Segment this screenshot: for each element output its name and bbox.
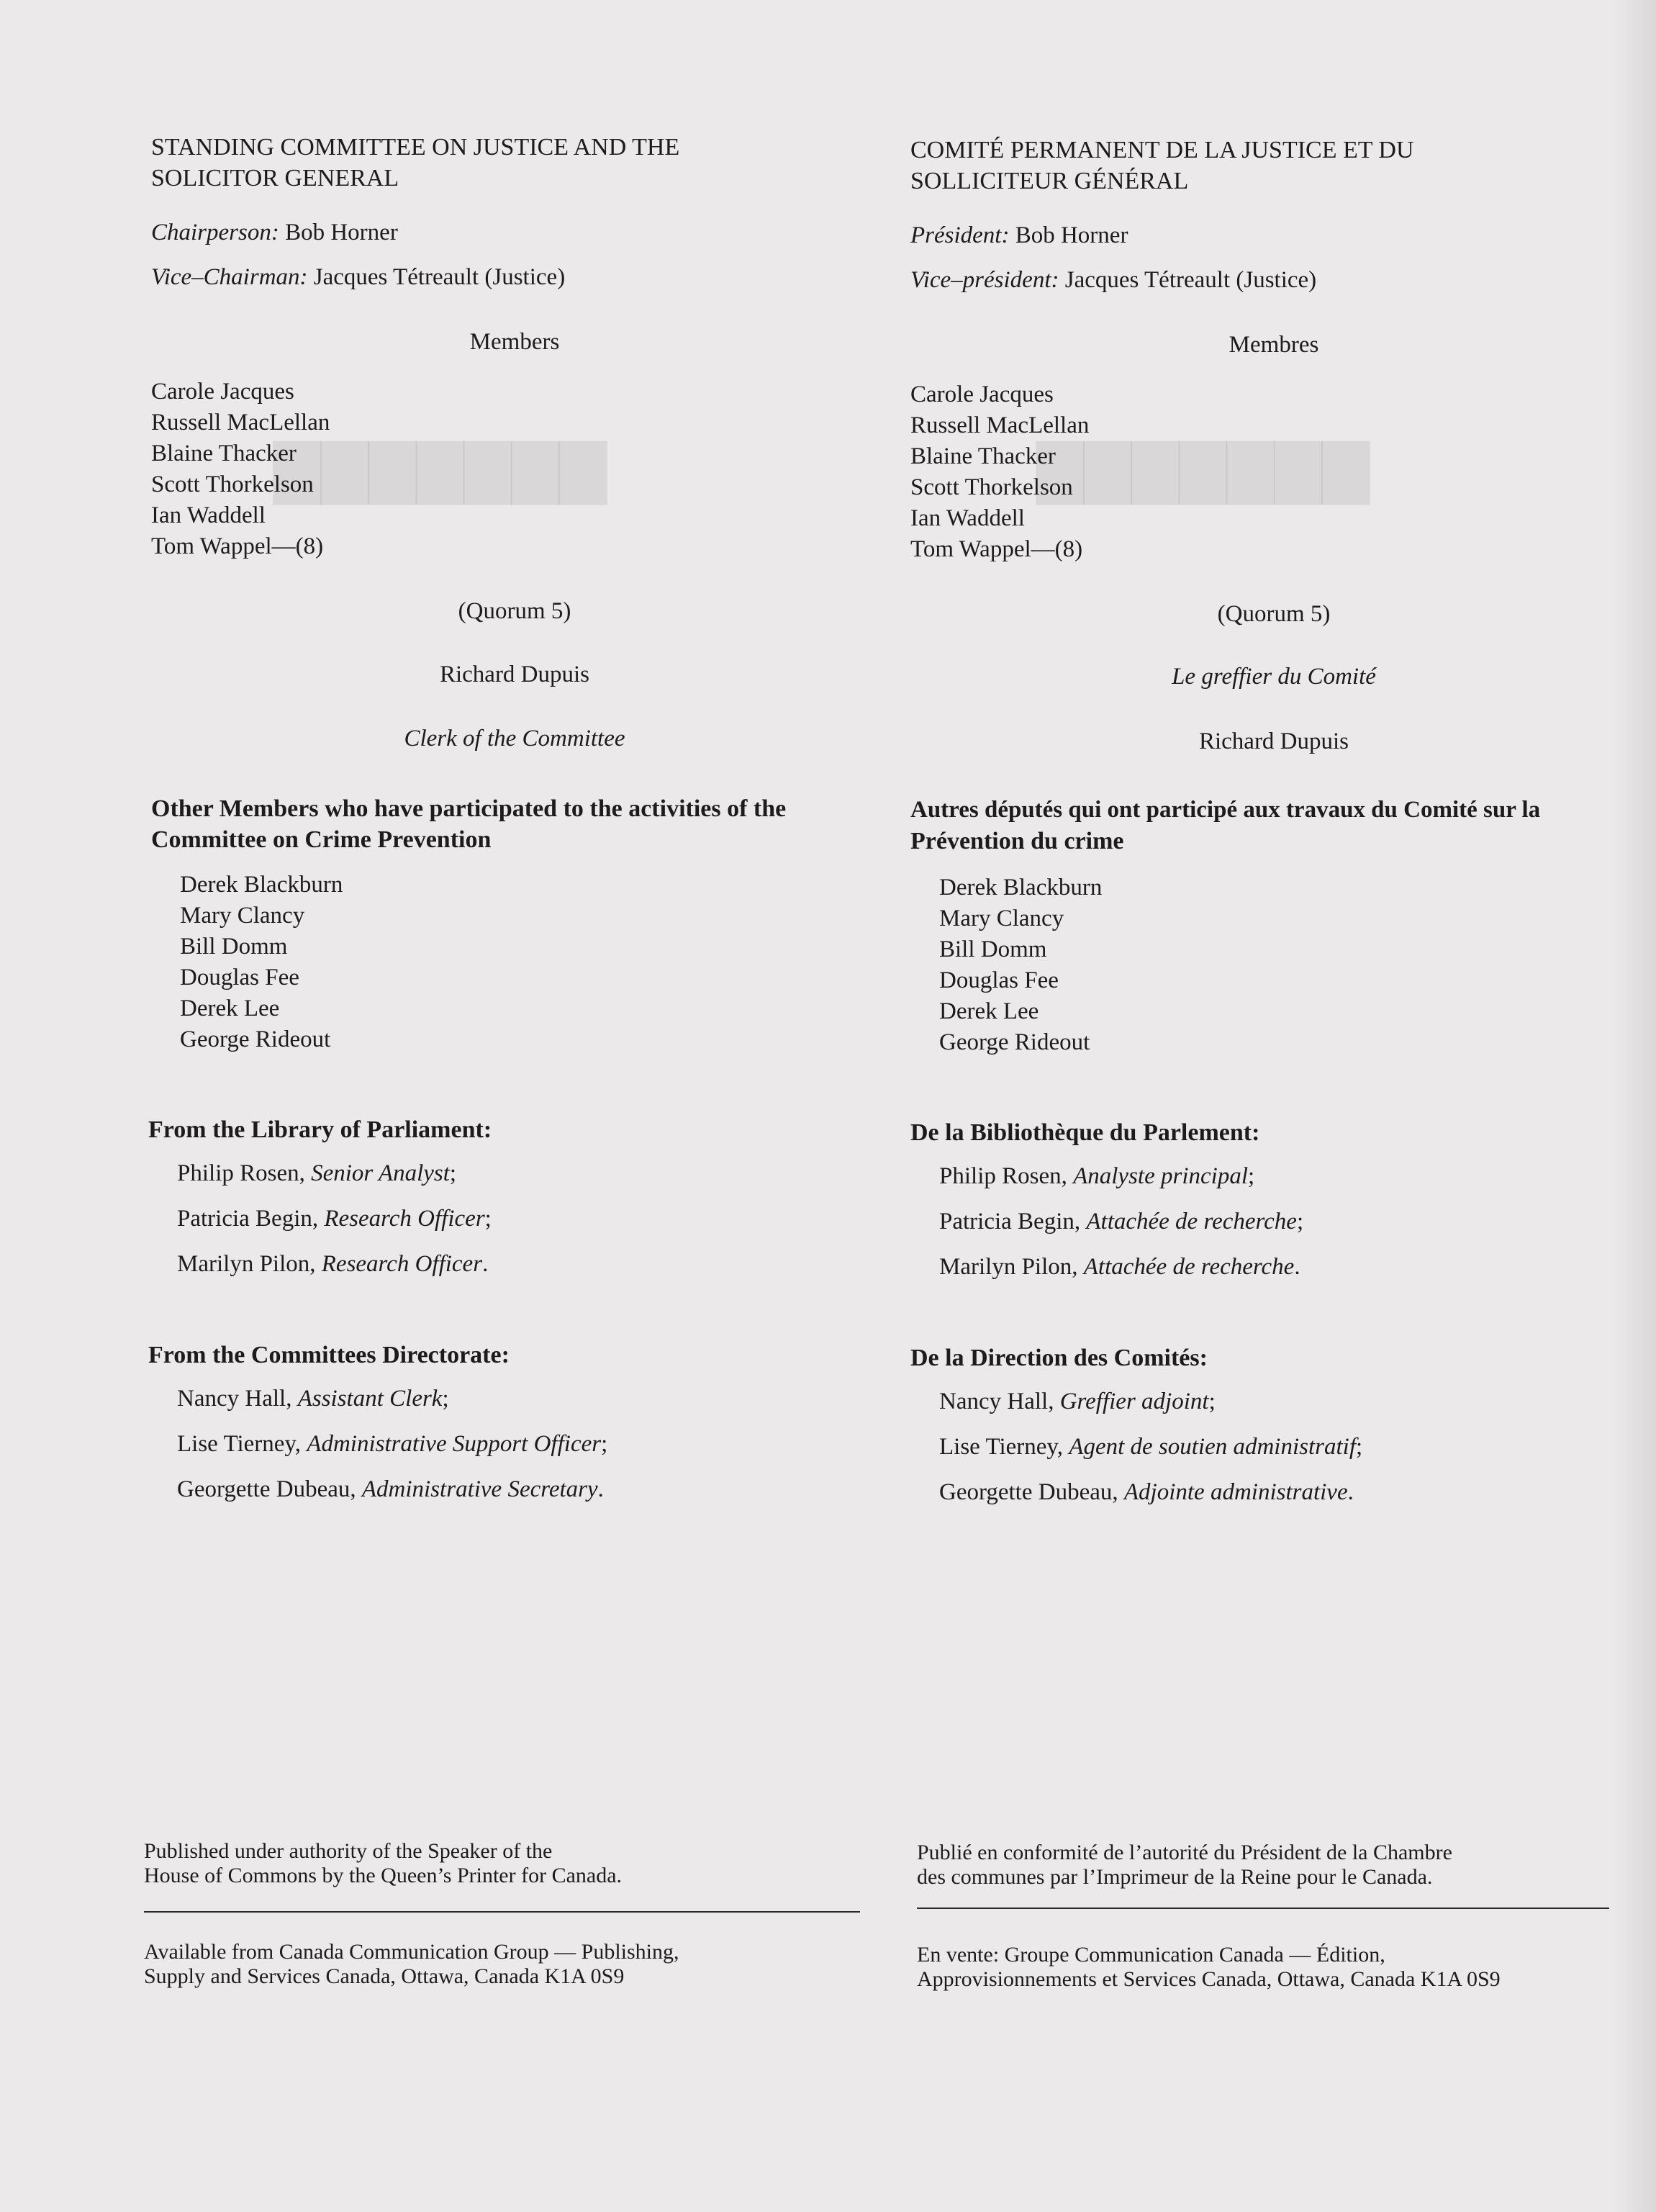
vice-chair-label: Vice–Chairman:	[151, 264, 308, 290]
member-name: Blaine Thacker	[151, 441, 297, 466]
staff-entry	[939, 1432, 1362, 1463]
staff-role: Agent de soutien administratif	[1069, 1434, 1357, 1460]
punctuation: ;	[449, 1160, 457, 1186]
punctuation: .	[597, 1476, 604, 1502]
vice-chair-line	[151, 261, 565, 293]
staff-name: Lise Tierney,	[939, 1434, 1064, 1460]
quorum: (Quorum 5)	[458, 598, 571, 624]
committee-title	[151, 132, 679, 194]
punctuation: ;	[601, 1431, 608, 1457]
directorate-staff-list	[939, 1386, 1362, 1508]
other-members-list	[939, 872, 1102, 1058]
published-notice-en	[144, 1839, 622, 1888]
available-line: En vente: Groupe Communication Canada — Édition,	[917, 1943, 1385, 1967]
punctuation: ;	[484, 1206, 492, 1232]
vice-chair-line	[910, 264, 1316, 296]
other-members-heading-line: Prévention du crime	[910, 828, 1124, 854]
member-name: Scott Thorkelson	[910, 474, 1073, 500]
staff-entry	[177, 1383, 607, 1414]
quorum: (Quorum 5)	[1217, 601, 1331, 627]
staff-name: Philip Rosen,	[177, 1160, 305, 1186]
staff-role: Attachée de recherche	[1083, 1254, 1295, 1280]
staff-entry	[177, 1204, 492, 1234]
member-name: Scott Thorkelson	[151, 471, 314, 497]
staff-name: Nancy Hall,	[939, 1389, 1054, 1414]
staff-role: Assistant Clerk	[297, 1386, 443, 1412]
other-member-name: Derek Blackburn	[939, 875, 1103, 900]
committee-title-line: SOLLICITEUR GÉNÉRAL	[910, 168, 1189, 194]
other-member-name: Bill Domm	[939, 936, 1047, 962]
punctuation: ;	[1248, 1163, 1255, 1189]
staff-role: Greffier adjoint	[1059, 1389, 1209, 1414]
availability-notice-fr	[917, 1943, 1501, 1992]
library-heading: From the Library of Parliament:	[148, 1116, 492, 1143]
staff-name: Georgette Dubeau,	[939, 1479, 1118, 1505]
library-heading: De la Bibliothèque du Parlement:	[910, 1119, 1260, 1146]
staff-role: Attachée de recherche	[1086, 1209, 1297, 1234]
staff-entry	[939, 1206, 1303, 1237]
available-line: Available from Canada Communication Group — Publishing,	[144, 1940, 679, 1964]
published-line: des communes par l’Imprimeur de la Reine pour le Canada.	[917, 1865, 1433, 1889]
punctuation: .	[1294, 1254, 1300, 1280]
committee-title-line: SOLICITOR GENERAL	[151, 165, 399, 191]
staff-role: Senior Analyst	[311, 1160, 450, 1186]
staff-entry	[939, 1161, 1303, 1192]
members-heading: Membres	[1229, 332, 1319, 358]
availability-notice-en	[144, 1940, 679, 1989]
staff-role: Adjointe administrative	[1123, 1479, 1348, 1505]
chair-label: Chairperson:	[151, 220, 279, 245]
bleed-through-mark: ▇▇▇▇▇▇▇	[1036, 434, 1370, 503]
other-members-heading-line: Autres députés qui ont participé aux travaux du Comité sur la	[910, 797, 1541, 823]
vice-chair-name: Jacques Tétreault (Justice)	[313, 264, 566, 290]
member-name: Carole Jacques	[151, 379, 294, 405]
staff-name: Marilyn Pilon,	[177, 1251, 316, 1277]
vice-chair-label: Vice–président:	[910, 267, 1059, 293]
chair-label: Président:	[910, 222, 1010, 248]
published-line: Publié en conformité de l’autorité du Président de la Chambre	[917, 1841, 1452, 1864]
published-line: Published under authority of the Speaker of the	[144, 1839, 553, 1863]
staff-entry	[939, 1477, 1362, 1508]
other-member-name: Derek Lee	[939, 998, 1039, 1024]
staff-name: Marilyn Pilon,	[939, 1254, 1078, 1280]
published-notice-fr	[917, 1841, 1452, 1890]
other-member-name: Douglas Fee	[180, 965, 299, 990]
clerk-title: Le greffier du Comité	[1172, 664, 1376, 690]
chairperson-line	[910, 220, 1128, 251]
member-name: Ian Waddell	[151, 502, 266, 528]
member-name: Carole Jacques	[910, 382, 1054, 407]
punctuation: .	[482, 1251, 489, 1277]
staff-entry	[939, 1386, 1362, 1417]
chair-name: Bob Horner	[1015, 222, 1128, 248]
staff-role: Administrative Secretary	[361, 1476, 598, 1502]
other-member-name: Bill Domm	[180, 934, 288, 960]
other-member-name: George Rideout	[939, 1029, 1090, 1055]
other-member-name: Derek Blackburn	[180, 872, 343, 898]
directorate-staff-list	[177, 1383, 607, 1505]
members-list	[910, 379, 1089, 565]
other-members-list	[180, 870, 343, 1055]
member-name: Russell MacLellan	[910, 412, 1090, 438]
staff-name: Lise Tierney,	[177, 1431, 302, 1457]
members-heading: Members	[469, 329, 560, 355]
clerk-title: Clerk of the Committee	[404, 726, 625, 751]
punctuation: ;	[1356, 1434, 1363, 1460]
punctuation: .	[1347, 1479, 1354, 1505]
other-members-heading-line: Committee on Crime Prevention	[151, 826, 492, 853]
other-member-name: Mary Clancy	[180, 903, 305, 929]
punctuation: ;	[1208, 1389, 1216, 1414]
staff-entry	[177, 1474, 607, 1505]
staff-name: Georgette Dubeau,	[177, 1476, 356, 1502]
published-line: House of Commons by the Queen’s Printer for Canada.	[144, 1864, 623, 1887]
staff-role: Administrative Support Officer	[307, 1431, 602, 1457]
staff-role: Analyste principal	[1073, 1163, 1248, 1189]
vice-chair-name: Jacques Tétreault (Justice)	[1064, 267, 1317, 293]
punctuation: ;	[442, 1386, 449, 1412]
staff-role: Research Officer	[324, 1206, 485, 1232]
committee-title-line: COMITÉ PERMANENT DE LA JUSTICE ET DU	[910, 137, 1414, 163]
chair-name: Bob Horner	[285, 220, 398, 245]
available-line: Approvisionnements et Services Canada, Ottawa, Canada K1A 0S9	[917, 1967, 1501, 1991]
member-name: Tom Wappel—(8)	[151, 533, 324, 559]
footer-divider	[144, 1911, 860, 1913]
chairperson-line	[151, 217, 398, 248]
staff-name: Patricia Begin,	[939, 1209, 1081, 1234]
other-members-heading	[151, 793, 786, 855]
staff-name: Nancy Hall,	[177, 1386, 292, 1412]
staff-entry	[177, 1249, 492, 1280]
footer-divider	[917, 1908, 1609, 1909]
staff-entry	[177, 1158, 492, 1189]
other-members-heading	[910, 795, 1540, 857]
member-name: Russell MacLellan	[151, 410, 330, 435]
member-name: Ian Waddell	[910, 505, 1025, 531]
staff-role: Research Officer	[321, 1251, 483, 1277]
other-member-name: George Rideout	[180, 1026, 331, 1052]
clerk-name: Richard Dupuis	[1198, 728, 1349, 754]
other-members-heading-line: Other Members who have participated to the activities of the	[151, 795, 787, 822]
staff-entry	[177, 1429, 607, 1460]
staff-entry	[939, 1252, 1303, 1283]
library-staff-list	[177, 1158, 492, 1280]
clerk-name: Richard Dupuis	[439, 662, 590, 687]
committee-title-line: STANDING COMMITTEE ON JUSTICE AND THE	[151, 134, 680, 161]
library-staff-list	[939, 1161, 1303, 1283]
other-member-name: Douglas Fee	[939, 967, 1059, 993]
punctuation: ;	[1296, 1209, 1304, 1234]
members-list	[151, 376, 330, 562]
staff-name: Patricia Begin,	[177, 1206, 319, 1232]
committee-title	[910, 135, 1414, 197]
bleed-through-mark: ▇▇▇▇▇▇▇	[273, 434, 607, 503]
other-member-name: Mary Clancy	[939, 906, 1064, 931]
staff-name: Philip Rosen,	[939, 1163, 1067, 1189]
other-member-name: Derek Lee	[180, 996, 280, 1021]
member-name: Tom Wappel—(8)	[910, 536, 1083, 562]
available-line: Supply and Services Canada, Ottawa, Canada K1A 0S9	[144, 1964, 625, 1988]
directorate-heading: De la Direction des Comités:	[910, 1345, 1208, 1371]
member-name: Blaine Thacker	[910, 443, 1056, 469]
directorate-heading: From the Committees Directorate:	[148, 1342, 510, 1368]
